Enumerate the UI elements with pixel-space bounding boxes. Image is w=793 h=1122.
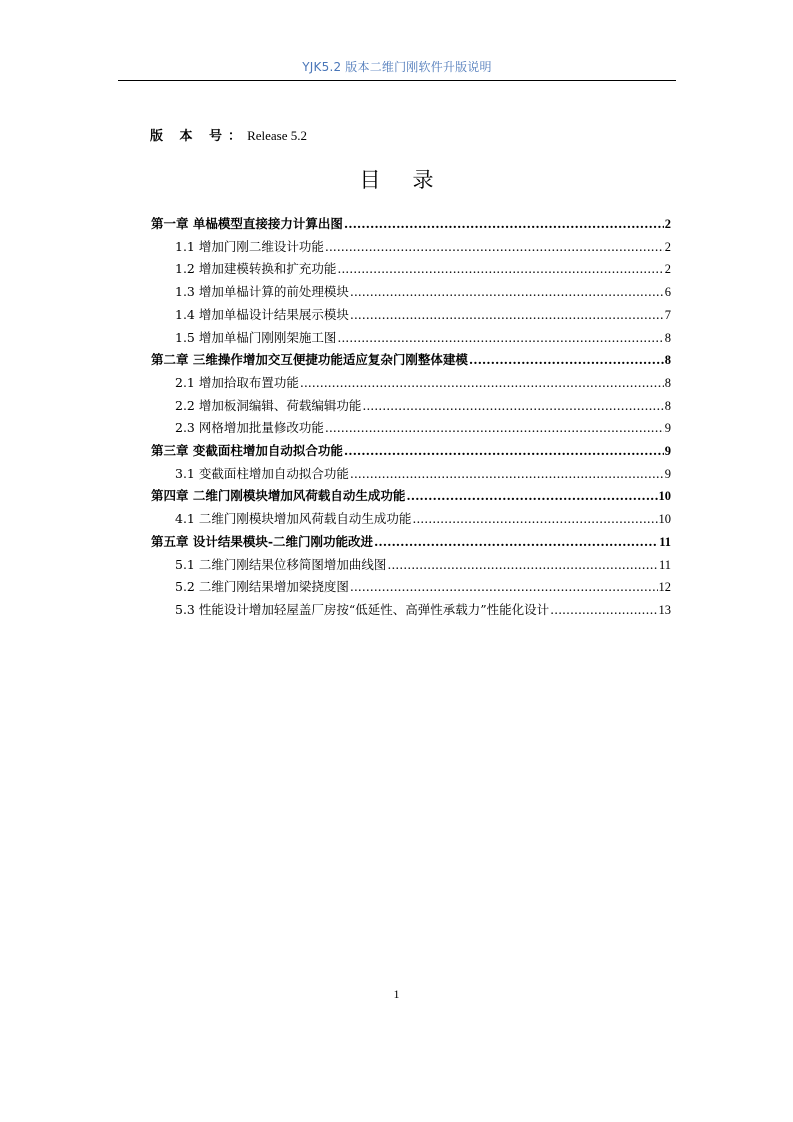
toc-chapter-entry[interactable]: [151, 533, 671, 551]
toc-entry-page: 9: [664, 421, 671, 436]
toc-dot-leader: [350, 465, 664, 483]
toc-entry-page: 2: [664, 262, 671, 277]
toc-dot-leader: [350, 578, 658, 596]
toc-entry-title: 第四章 二维门刚模块增加风荷载自动生成功能: [151, 488, 406, 504]
toc-section-entry[interactable]: [175, 238, 671, 256]
toc-entry-title: 5.1 二维门刚结果位移简图增加曲线图: [175, 556, 387, 572]
toc-dot-leader: [325, 238, 664, 256]
toc-section-entry[interactable]: [175, 419, 671, 437]
toc-section-entry[interactable]: [175, 374, 671, 392]
toc-entry-title: 1.5 增加单榀门刚刚架施工图: [175, 329, 337, 345]
toc-dot-leader: [350, 283, 664, 301]
toc-dot-leader: [374, 533, 658, 551]
toc-entry-title: 1.2 增加建模转换和扩充功能: [175, 261, 337, 277]
toc-entry-title: 5.2 二维门刚结果增加梁挠度图: [175, 579, 349, 595]
toc-section-entry[interactable]: [175, 510, 671, 528]
toc-entry-title: 2.2 增加板洞编辑、荷载编辑功能: [175, 397, 362, 413]
toc-chapter-entry[interactable]: [151, 215, 671, 233]
toc-entry-title: 1.4 增加单榀设计结果展示模块: [175, 306, 349, 322]
toc-chapter-entry[interactable]: [151, 487, 671, 505]
toc-entry-title: 2.3 网格增加批量修改功能: [175, 420, 324, 436]
toc-entry-page: 13: [658, 602, 671, 617]
toc-entry-title: 1.1 增加门刚二维设计功能: [175, 238, 324, 254]
toc-entry-title: 第五章 设计结果模块-二维门刚功能改进: [151, 533, 374, 549]
toc-dot-leader: [469, 351, 664, 369]
toc-entry-title: 4.1 二维门刚模块增加风荷载自动生成功能: [175, 511, 412, 527]
toc-entry-page: 8: [664, 330, 671, 345]
toc-chapter-entry[interactable]: [151, 442, 671, 460]
toc-section-entry[interactable]: [175, 306, 671, 324]
toc-section-entry[interactable]: [175, 283, 671, 301]
header-rule: [118, 80, 676, 81]
toc-entry-title: 3.1 变截面柱增加自动拟合功能: [175, 465, 349, 481]
toc-section-entry[interactable]: [175, 578, 671, 596]
toc-dot-leader: [337, 329, 663, 347]
toc-dot-leader: [337, 260, 663, 278]
toc-dot-leader: [300, 374, 664, 392]
toc-entry-title: 第三章 变截面柱增加自动拟合功能: [151, 443, 343, 458]
toc-entry-page: 2: [664, 239, 671, 254]
toc-entry-title: 5.3 性能设计增加轻屋盖厂房按“低延性、高弹性承载力”性能化设计: [175, 601, 550, 617]
toc-entry-page: 8: [664, 375, 671, 390]
page-number: 1: [393, 987, 400, 1001]
version-line: [150, 125, 307, 144]
toc-dot-leader: [550, 601, 657, 619]
toc-dot-leader: [362, 397, 663, 415]
version-label: 版 本 号：: [150, 129, 248, 144]
toc-title: 目录: [359, 168, 466, 192]
toc-entry-page: 9: [664, 466, 671, 481]
page-header-title: YJK5.2 版本二维门刚软件升版说明: [302, 60, 492, 74]
toc-dot-leader: [412, 510, 657, 528]
toc-chapter-entry[interactable]: [151, 351, 671, 369]
toc-entry-page: 7: [664, 307, 671, 322]
toc-section-entry[interactable]: [175, 465, 671, 483]
toc-entry-page: 9: [664, 444, 671, 458]
toc-entry-title: 1.3 增加单榀计算的前处理模块: [175, 284, 349, 300]
toc-entry-page: 10: [658, 512, 671, 527]
toc-entry-page: 12: [658, 580, 671, 595]
version-value: Release 5.2: [247, 128, 307, 143]
toc-section-entry[interactable]: [175, 601, 671, 619]
toc-dot-leader: [387, 556, 658, 574]
toc-entry-page: 8: [664, 398, 671, 413]
toc-section-entry[interactable]: [175, 397, 671, 415]
toc-entry-title: 第二章 三维操作增加交互便捷功能适应复杂门刚整体建模: [151, 352, 468, 368]
toc-dot-leader: [406, 487, 657, 505]
toc-entry-title: 第一章 单榀模型直接接力计算出图: [151, 216, 343, 231]
toc-entry-page: 11: [658, 557, 671, 572]
toc-dot-leader: [325, 419, 664, 437]
toc-entry-page: 6: [664, 285, 671, 300]
toc-entry-page: 8: [664, 353, 671, 368]
toc-section-entry[interactable]: [175, 329, 671, 347]
toc-dot-leader: [350, 306, 664, 324]
toc-dot-leader: [344, 215, 664, 233]
toc-entry-page: 10: [658, 489, 671, 504]
toc-entry-page: 11: [659, 534, 671, 549]
toc-entry-page: 2: [664, 217, 671, 231]
toc-dot-leader: [344, 442, 664, 460]
toc-section-entry[interactable]: [175, 556, 671, 574]
toc-section-entry[interactable]: [175, 260, 671, 278]
toc-entry-title: 2.1 增加拾取布置功能: [175, 374, 299, 390]
